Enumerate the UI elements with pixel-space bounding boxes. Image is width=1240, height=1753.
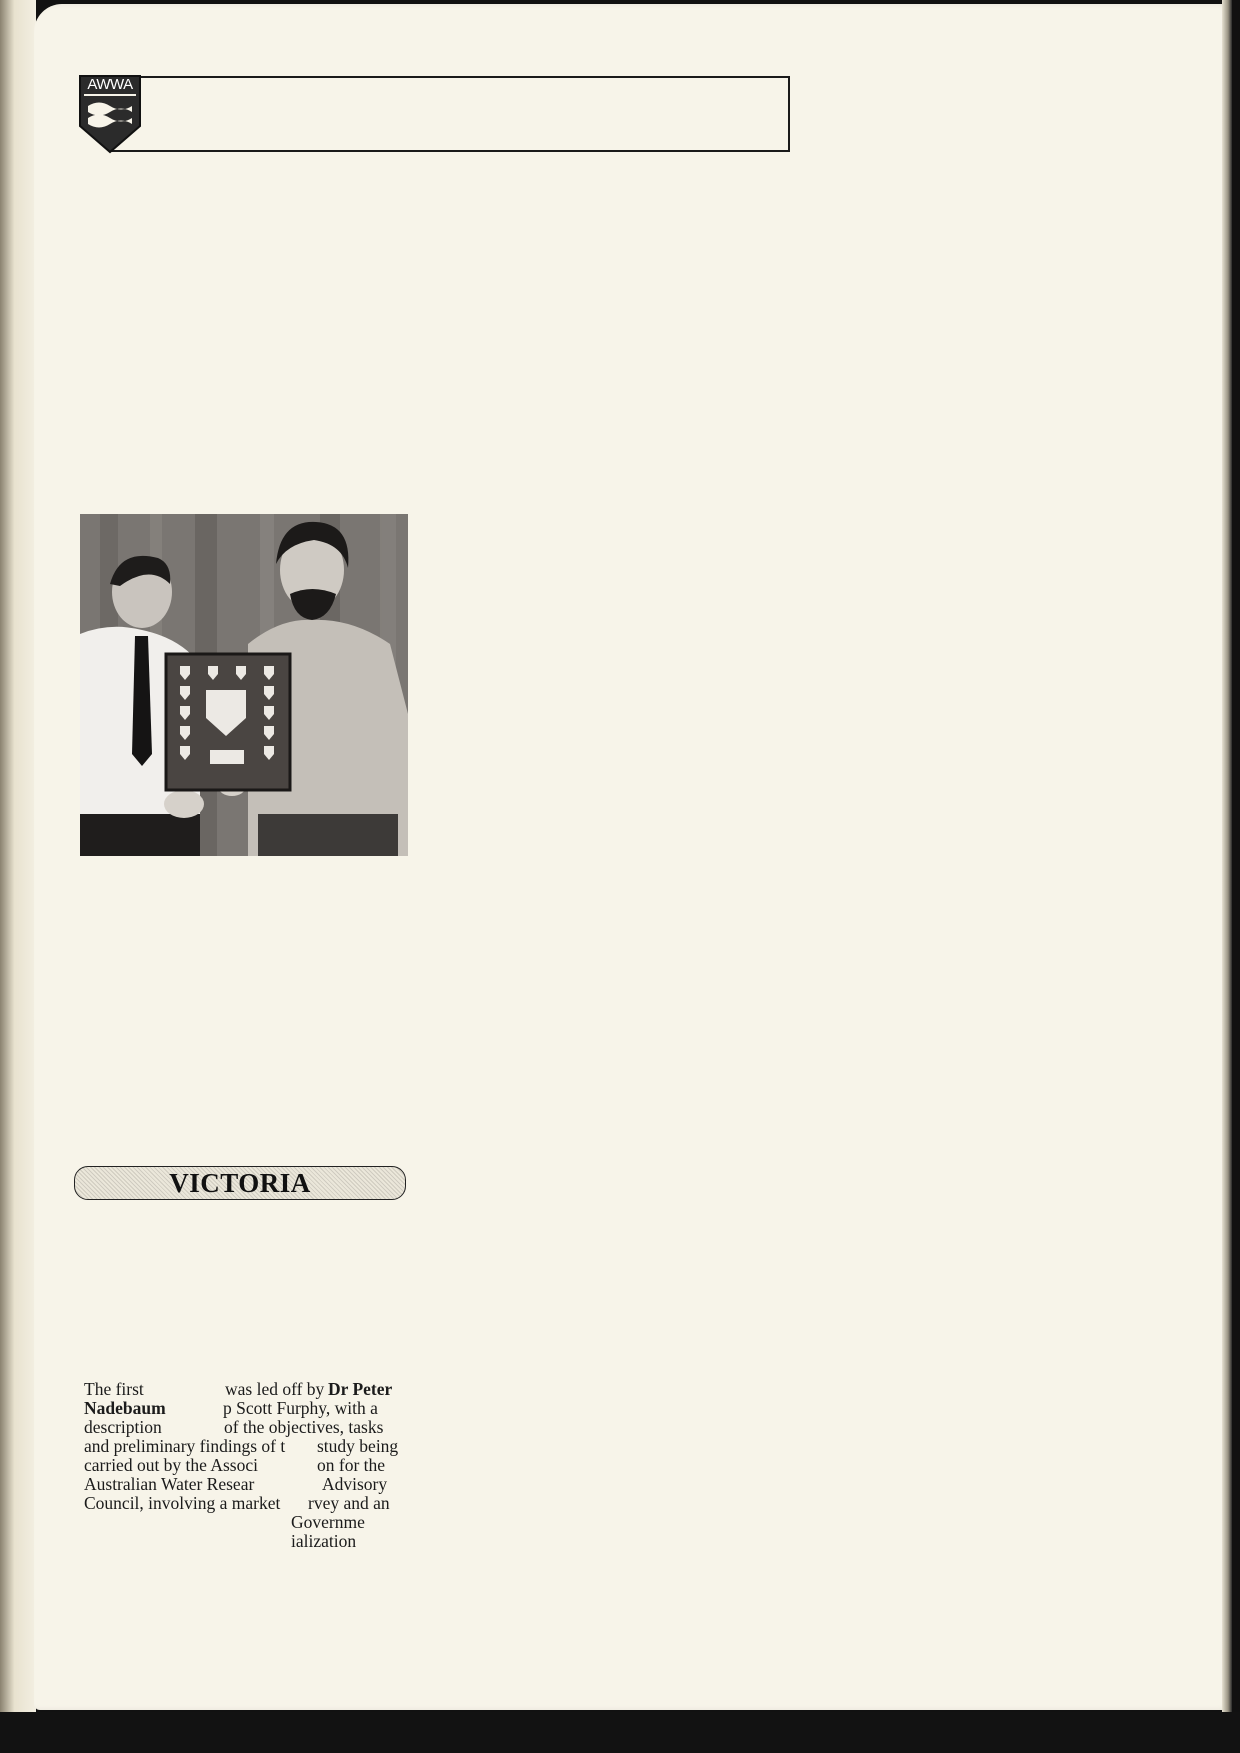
text-fragment: Australian Water Resear xyxy=(84,1474,255,1494)
text-fragment: carried out by the Associ xyxy=(84,1455,258,1475)
section-title: VICTORIA xyxy=(169,1167,311,1198)
text-fragment: The first xyxy=(84,1379,144,1399)
text-line xyxy=(84,1475,404,1494)
name-highlight: Dr Peter xyxy=(328,1379,393,1399)
name-highlight: Nadebaum xyxy=(84,1398,166,1418)
text-line xyxy=(84,1437,404,1456)
text-fragment: rvey and an xyxy=(308,1493,390,1513)
left-page-edge xyxy=(0,0,36,1720)
text-line xyxy=(84,1456,404,1475)
text-fragment: study being xyxy=(317,1436,399,1456)
text-fragment: Governme xyxy=(291,1512,365,1532)
text-fragment: of the objectives, tasks xyxy=(224,1417,384,1437)
text-fragment: Council, involving a market xyxy=(84,1493,281,1513)
text-line xyxy=(84,1494,404,1513)
text-line xyxy=(84,1399,404,1418)
text-fragment: on for the xyxy=(317,1455,386,1475)
section-banner xyxy=(74,1166,406,1200)
text-fragment: p Scott Furphy, with a xyxy=(223,1398,378,1418)
text-line xyxy=(84,1513,404,1532)
text-fragment: ialization xyxy=(291,1531,357,1551)
award-photo xyxy=(80,514,408,856)
text-fragment: and preliminary findings of t xyxy=(84,1436,286,1456)
text-fragment: was led off by xyxy=(225,1379,325,1399)
scan-bottom-band xyxy=(0,1712,1240,1753)
article-body xyxy=(84,1380,404,1551)
text-line xyxy=(84,1418,404,1437)
text-fragment: Advisory xyxy=(322,1474,388,1494)
text-line xyxy=(84,1380,404,1399)
awwa-logo-text: AWWA xyxy=(87,76,133,93)
header-banner xyxy=(110,76,790,152)
text-fragment: description xyxy=(84,1417,162,1437)
right-page-edge xyxy=(1222,0,1232,1720)
text-line xyxy=(84,1532,404,1551)
